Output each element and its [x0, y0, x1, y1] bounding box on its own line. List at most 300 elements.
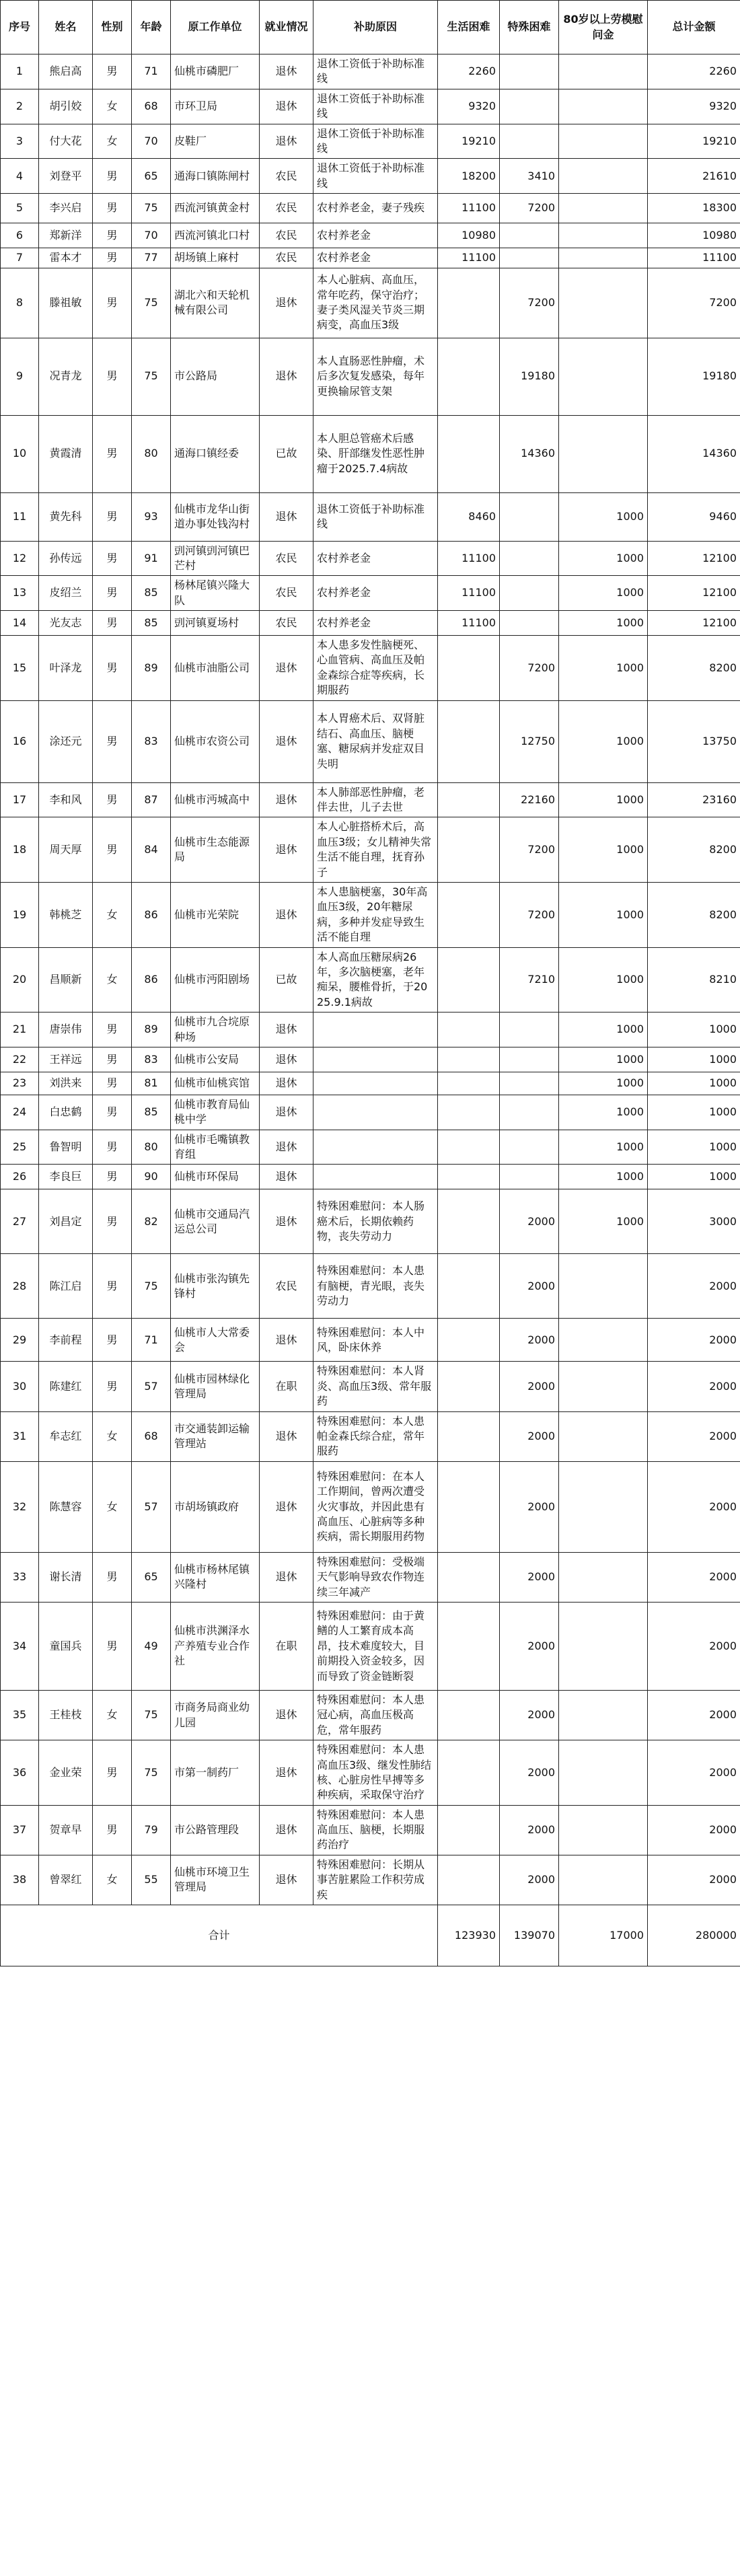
cell-gender: 男 — [93, 700, 132, 782]
cell-living — [438, 1362, 500, 1411]
cell-reason: 退休工资低于补助标准线 — [313, 54, 438, 89]
cell-total: 2000 — [648, 1690, 740, 1740]
table-row — [1, 700, 740, 782]
total-special: 139070 — [500, 1905, 559, 1966]
cell-special: 19180 — [500, 338, 559, 415]
cell-total: 7200 — [648, 268, 740, 338]
cell-total: 2000 — [648, 1254, 740, 1319]
cell-labor: 1000 — [559, 882, 648, 947]
cell-reason: 农村养老金 — [313, 576, 438, 611]
cell-labor: 1000 — [559, 817, 648, 883]
cell-no: 15 — [1, 636, 39, 701]
cell-name: 李前程 — [39, 1319, 93, 1362]
table-row — [1, 1362, 740, 1411]
header-row — [1, 1, 740, 54]
cell-total: 21610 — [648, 159, 740, 194]
cell-labor: 1000 — [559, 492, 648, 541]
cell-gender: 男 — [93, 1013, 132, 1047]
cell-gender: 男 — [93, 415, 132, 492]
cell-labor — [559, 248, 648, 268]
cell-labor — [559, 1254, 648, 1319]
cell-reason: 特殊困难慰问：由于黄鳝的人工繁育成本高昂，技术难度较大，目前期投入资金较多，因而导致了资金链断裂 — [313, 1602, 438, 1690]
cell-status: 退休 — [260, 1165, 313, 1189]
table-row — [1, 1165, 740, 1189]
cell-status: 退休 — [260, 1130, 313, 1165]
table-row — [1, 947, 740, 1013]
table-row — [1, 415, 740, 492]
cell-age: 87 — [132, 782, 171, 817]
cell-no: 18 — [1, 817, 39, 883]
cell-special: 2000 — [500, 1189, 559, 1254]
cell-no: 28 — [1, 1254, 39, 1319]
header-labor: 80岁以上劳模慰问金 — [559, 1, 648, 54]
cell-name: 贺章早 — [39, 1805, 93, 1855]
table-row — [1, 124, 740, 159]
cell-no: 38 — [1, 1855, 39, 1905]
cell-living — [438, 268, 500, 338]
cell-age: 86 — [132, 882, 171, 947]
cell-unit: 仙桃市公安局 — [171, 1047, 260, 1072]
cell-total: 12100 — [648, 576, 740, 611]
cell-unit: 通海口镇陈闸村 — [171, 159, 260, 194]
cell-name: 刘昌定 — [39, 1189, 93, 1254]
cell-total: 23160 — [648, 782, 740, 817]
cell-total: 1000 — [648, 1095, 740, 1130]
cell-name: 谢长清 — [39, 1552, 93, 1602]
cell-living — [438, 700, 500, 782]
cell-living — [438, 1013, 500, 1047]
cell-no: 35 — [1, 1690, 39, 1740]
table-row — [1, 611, 740, 636]
table-row — [1, 541, 740, 576]
cell-special — [500, 576, 559, 611]
cell-no: 36 — [1, 1740, 39, 1806]
cell-unit: 仙桃市农资公司 — [171, 700, 260, 782]
cell-status: 退休 — [260, 338, 313, 415]
table-row — [1, 492, 740, 541]
cell-gender: 男 — [93, 1165, 132, 1189]
cell-labor — [559, 268, 648, 338]
cell-reason: 特殊困难慰问：本人肾炎、高血压3级、常年服药 — [313, 1362, 438, 1411]
cell-total: 14360 — [648, 415, 740, 492]
cell-reason: 本人患脑梗塞，30年高血压3级，20年糖尿病，多种并发症导致生活不能自理 — [313, 882, 438, 947]
cell-age: 77 — [132, 248, 171, 268]
cell-reason: 退休工资低于补助标准线 — [313, 492, 438, 541]
cell-special — [500, 1047, 559, 1072]
cell-labor — [559, 223, 648, 248]
cell-unit: 市环卫局 — [171, 89, 260, 124]
cell-special — [500, 248, 559, 268]
cell-special — [500, 1165, 559, 1189]
cell-reason: 本人心脏搭桥术后，高血压3级；女儿精神失常生活不能自理，抚育孙子 — [313, 817, 438, 883]
cell-name: 光友志 — [39, 611, 93, 636]
cell-gender: 男 — [93, 492, 132, 541]
cell-special — [500, 541, 559, 576]
cell-no: 30 — [1, 1362, 39, 1411]
cell-gender: 女 — [93, 882, 132, 947]
cell-name: 胡引姣 — [39, 89, 93, 124]
cell-age: 55 — [132, 1855, 171, 1905]
cell-labor — [559, 1411, 648, 1461]
cell-labor — [559, 1602, 648, 1690]
cell-reason: 本人心脏病、高血压，常年吃药，保守治疗；妻子类风湿关节炎三期病变，高血压3级 — [313, 268, 438, 338]
cell-reason: 特殊困难慰问：本人患帕金森氏综合症，常年服药 — [313, 1411, 438, 1461]
cell-special: 3410 — [500, 159, 559, 194]
cell-gender: 男 — [93, 1130, 132, 1165]
cell-age: 75 — [132, 338, 171, 415]
cell-status: 退休 — [260, 817, 313, 883]
cell-total: 2000 — [648, 1552, 740, 1602]
cell-unit: 剅河镇剅河镇巴芒村 — [171, 541, 260, 576]
cell-labor: 1000 — [559, 1189, 648, 1254]
cell-unit: 西流河镇黄金村 — [171, 194, 260, 223]
table-row — [1, 1047, 740, 1072]
cell-labor — [559, 1805, 648, 1855]
header-reason: 补助原因 — [313, 1, 438, 54]
cell-age: 75 — [132, 1740, 171, 1806]
cell-no: 10 — [1, 415, 39, 492]
cell-labor — [559, 89, 648, 124]
cell-special: 7200 — [500, 882, 559, 947]
cell-special — [500, 54, 559, 89]
cell-total: 12100 — [648, 611, 740, 636]
cell-name: 白忠鹤 — [39, 1095, 93, 1130]
cell-living — [438, 1189, 500, 1254]
table-row — [1, 576, 740, 611]
cell-status: 农民 — [260, 576, 313, 611]
cell-living: 11100 — [438, 194, 500, 223]
cell-status: 退休 — [260, 1319, 313, 1362]
cell-reason: 特殊困难慰问：本人中风，卧床休养 — [313, 1319, 438, 1362]
table-row — [1, 159, 740, 194]
cell-age: 85 — [132, 1095, 171, 1130]
cell-living: 11100 — [438, 541, 500, 576]
cell-reason: 农村养老金 — [313, 248, 438, 268]
table-row — [1, 1690, 740, 1740]
header-status: 就业情况 — [260, 1, 313, 54]
cell-labor — [559, 1690, 648, 1740]
cell-age: 80 — [132, 1130, 171, 1165]
cell-living — [438, 882, 500, 947]
cell-age: 70 — [132, 124, 171, 159]
cell-reason: 特殊困难慰问：在本人工作期间，曾两次遭受火灾事故，并因此患有高血压、心脏病等多种疾病，需长期服用药物 — [313, 1461, 438, 1552]
cell-labor: 1000 — [559, 1130, 648, 1165]
cell-total: 2000 — [648, 1805, 740, 1855]
cell-total: 2000 — [648, 1362, 740, 1411]
cell-special: 2000 — [500, 1552, 559, 1602]
cell-gender: 男 — [93, 1602, 132, 1690]
cell-reason: 农村养老金 — [313, 611, 438, 636]
cell-gender: 男 — [93, 1740, 132, 1806]
cell-total: 19180 — [648, 338, 740, 415]
cell-status: 在职 — [260, 1362, 313, 1411]
cell-total: 2000 — [648, 1602, 740, 1690]
cell-name: 王桂枝 — [39, 1690, 93, 1740]
cell-unit: 湖北六和天轮机械有限公司 — [171, 268, 260, 338]
cell-name: 皮绍兰 — [39, 576, 93, 611]
cell-total: 8200 — [648, 817, 740, 883]
cell-labor: 1000 — [559, 1047, 648, 1072]
cell-labor — [559, 159, 648, 194]
cell-reason — [313, 1047, 438, 1072]
cell-unit: 皮鞋厂 — [171, 124, 260, 159]
table-row — [1, 1740, 740, 1806]
cell-gender: 男 — [93, 1319, 132, 1362]
cell-no: 2 — [1, 89, 39, 124]
table-row — [1, 1602, 740, 1690]
cell-age: 86 — [132, 947, 171, 1013]
cell-total: 8200 — [648, 882, 740, 947]
cell-gender: 男 — [93, 223, 132, 248]
cell-reason: 本人肺部恶性肿瘤，老伴去世，儿子去世 — [313, 782, 438, 817]
cell-name: 付大花 — [39, 124, 93, 159]
cell-status: 退休 — [260, 882, 313, 947]
cell-no: 34 — [1, 1602, 39, 1690]
cell-total: 2000 — [648, 1461, 740, 1552]
table-body — [1, 54, 740, 1905]
cell-status: 退休 — [260, 89, 313, 124]
cell-special: 2000 — [500, 1254, 559, 1319]
cell-special: 2000 — [500, 1740, 559, 1806]
cell-gender: 女 — [93, 124, 132, 159]
cell-unit: 市胡场镇政府 — [171, 1461, 260, 1552]
cell-name: 郑新洋 — [39, 223, 93, 248]
cell-age: 65 — [132, 159, 171, 194]
cell-age: 82 — [132, 1189, 171, 1254]
cell-name: 金业荣 — [39, 1740, 93, 1806]
cell-age: 79 — [132, 1805, 171, 1855]
cell-labor — [559, 1552, 648, 1602]
cell-age: 75 — [132, 1254, 171, 1319]
cell-total: 1000 — [648, 1072, 740, 1095]
cell-special — [500, 89, 559, 124]
cell-living — [438, 1095, 500, 1130]
cell-no: 22 — [1, 1047, 39, 1072]
cell-living — [438, 1072, 500, 1095]
cell-reason — [313, 1013, 438, 1047]
cell-labor — [559, 124, 648, 159]
cell-special: 12750 — [500, 700, 559, 782]
cell-labor — [559, 1461, 648, 1552]
cell-age: 93 — [132, 492, 171, 541]
cell-reason: 本人胃癌术后、双肾脏结石、高血压、脑梗塞、糖尿病并发症双目失明 — [313, 700, 438, 782]
cell-age: 49 — [132, 1602, 171, 1690]
cell-labor — [559, 415, 648, 492]
cell-gender: 男 — [93, 1552, 132, 1602]
cell-status: 农民 — [260, 159, 313, 194]
cell-gender: 女 — [93, 1690, 132, 1740]
cell-living — [438, 1165, 500, 1189]
cell-unit: 仙桃市沔城高中 — [171, 782, 260, 817]
cell-total: 11100 — [648, 248, 740, 268]
total-label: 合计 — [1, 1905, 438, 1966]
cell-no: 3 — [1, 124, 39, 159]
table-row — [1, 882, 740, 947]
cell-reason: 特殊困难慰问：本人患有脑梗，青光眼，丧失劳动力 — [313, 1254, 438, 1319]
cell-total: 2000 — [648, 1411, 740, 1461]
cell-status: 农民 — [260, 1254, 313, 1319]
cell-living: 11100 — [438, 611, 500, 636]
cell-reason: 本人患多发性脑梗死、心血管病、高血压及帕金森综合症等疾病，长期服药 — [313, 636, 438, 701]
cell-age: 83 — [132, 700, 171, 782]
table-row — [1, 1855, 740, 1905]
cell-labor: 1000 — [559, 1165, 648, 1189]
cell-gender: 男 — [93, 248, 132, 268]
cell-unit: 杨林尾镇兴隆大队 — [171, 576, 260, 611]
cell-gender: 男 — [93, 1072, 132, 1095]
total-row — [1, 1905, 740, 1966]
cell-living — [438, 782, 500, 817]
cell-special: 2000 — [500, 1602, 559, 1690]
cell-name: 况青龙 — [39, 338, 93, 415]
cell-status: 退休 — [260, 124, 313, 159]
cell-status: 退休 — [260, 492, 313, 541]
cell-labor: 1000 — [559, 611, 648, 636]
cell-age: 75 — [132, 268, 171, 338]
cell-unit: 仙桃市毛嘴镇教育组 — [171, 1130, 260, 1165]
cell-living — [438, 636, 500, 701]
cell-living — [438, 1461, 500, 1552]
cell-gender: 男 — [93, 1189, 132, 1254]
cell-reason — [313, 1130, 438, 1165]
cell-status: 退休 — [260, 1740, 313, 1806]
cell-labor: 1000 — [559, 1072, 648, 1095]
cell-no: 16 — [1, 700, 39, 782]
cell-labor: 1000 — [559, 782, 648, 817]
cell-name: 刘洪来 — [39, 1072, 93, 1095]
cell-living — [438, 1319, 500, 1362]
cell-status: 退休 — [260, 636, 313, 701]
cell-no: 14 — [1, 611, 39, 636]
cell-living — [438, 1740, 500, 1806]
cell-unit: 仙桃市龙华山街道办事处钱沟村 — [171, 492, 260, 541]
cell-labor — [559, 1740, 648, 1806]
total-labor: 17000 — [559, 1905, 648, 1966]
cell-age: 57 — [132, 1362, 171, 1411]
header-no: 序号 — [1, 1, 39, 54]
cell-status: 退休 — [260, 1690, 313, 1740]
cell-name: 叶泽龙 — [39, 636, 93, 701]
cell-no: 27 — [1, 1189, 39, 1254]
cell-special — [500, 223, 559, 248]
cell-total: 9320 — [648, 89, 740, 124]
cell-unit: 仙桃市九合垸原种场 — [171, 1013, 260, 1047]
cell-status: 退休 — [260, 1461, 313, 1552]
cell-gender: 男 — [93, 817, 132, 883]
cell-name: 童国兵 — [39, 1602, 93, 1690]
cell-living — [438, 338, 500, 415]
cell-reason: 特殊困难慰问：受极端天气影响导致农作物连续三年减产 — [313, 1552, 438, 1602]
cell-total: 2000 — [648, 1319, 740, 1362]
cell-no: 8 — [1, 268, 39, 338]
cell-no: 29 — [1, 1319, 39, 1362]
cell-labor — [559, 54, 648, 89]
cell-status: 退休 — [260, 1855, 313, 1905]
cell-living: 9320 — [438, 89, 500, 124]
cell-living — [438, 415, 500, 492]
cell-reason: 退休工资低于补助标准线 — [313, 89, 438, 124]
cell-gender: 女 — [93, 947, 132, 1013]
cell-unit: 胡场镇上麻村 — [171, 248, 260, 268]
cell-age: 68 — [132, 1411, 171, 1461]
cell-reason: 本人直肠恶性肿瘤，术后多次复发感染，每年更换输尿管支架 — [313, 338, 438, 415]
table-row — [1, 1072, 740, 1095]
cell-reason: 特殊困难慰问：本人患高血压、脑梗，长期服药治疗 — [313, 1805, 438, 1855]
cell-name: 陈江启 — [39, 1254, 93, 1319]
cell-no: 21 — [1, 1013, 39, 1047]
cell-status: 退休 — [260, 1552, 313, 1602]
cell-age: 85 — [132, 576, 171, 611]
cell-unit: 仙桃市磷肥厂 — [171, 54, 260, 89]
cell-name: 滕祖敏 — [39, 268, 93, 338]
cell-unit: 仙桃市交通局汽运总公司 — [171, 1189, 260, 1254]
cell-gender: 男 — [93, 1047, 132, 1072]
cell-unit: 仙桃市教育局仙桃中学 — [171, 1095, 260, 1130]
cell-no: 25 — [1, 1130, 39, 1165]
cell-status: 农民 — [260, 194, 313, 223]
cell-total: 2000 — [648, 1740, 740, 1806]
cell-status: 农民 — [260, 223, 313, 248]
cell-no: 37 — [1, 1805, 39, 1855]
cell-unit: 西流河镇北口村 — [171, 223, 260, 248]
table-row — [1, 89, 740, 124]
cell-no: 9 — [1, 338, 39, 415]
cell-gender: 女 — [93, 89, 132, 124]
cell-living — [438, 1130, 500, 1165]
cell-labor — [559, 194, 648, 223]
cell-living — [438, 947, 500, 1013]
cell-status: 农民 — [260, 611, 313, 636]
cell-labor: 1000 — [559, 1095, 648, 1130]
cell-status: 退休 — [260, 1013, 313, 1047]
cell-living: 8460 — [438, 492, 500, 541]
cell-labor: 1000 — [559, 541, 648, 576]
cell-special — [500, 1013, 559, 1047]
cell-unit: 仙桃市沔阳剧场 — [171, 947, 260, 1013]
cell-name: 周天厚 — [39, 817, 93, 883]
cell-name: 牟志红 — [39, 1411, 93, 1461]
cell-reason: 农村养老金，妻子残疾 — [313, 194, 438, 223]
cell-special: 2000 — [500, 1805, 559, 1855]
header-gender: 性别 — [93, 1, 132, 54]
cell-status: 退休 — [260, 1189, 313, 1254]
cell-name: 孙传远 — [39, 541, 93, 576]
table-row — [1, 817, 740, 883]
total-living: 123930 — [438, 1905, 500, 1966]
cell-living — [438, 1602, 500, 1690]
cell-special: 2000 — [500, 1411, 559, 1461]
cell-gender: 男 — [93, 194, 132, 223]
cell-total: 18300 — [648, 194, 740, 223]
cell-reason: 退休工资低于补助标准线 — [313, 159, 438, 194]
cell-no: 24 — [1, 1095, 39, 1130]
cell-unit: 仙桃市杨林尾镇兴隆村 — [171, 1552, 260, 1602]
cell-gender: 男 — [93, 636, 132, 701]
cell-unit: 市商务局商业幼儿园 — [171, 1690, 260, 1740]
cell-reason — [313, 1072, 438, 1095]
cell-name: 李良巨 — [39, 1165, 93, 1189]
cell-living — [438, 1552, 500, 1602]
cell-gender: 男 — [93, 1254, 132, 1319]
cell-name: 唐崇伟 — [39, 1013, 93, 1047]
table-row — [1, 268, 740, 338]
cell-name: 涂还元 — [39, 700, 93, 782]
cell-name: 韩桃芝 — [39, 882, 93, 947]
cell-total: 12100 — [648, 541, 740, 576]
table-row — [1, 194, 740, 223]
cell-gender: 男 — [93, 541, 132, 576]
header-total: 总计金额 — [648, 1, 740, 54]
